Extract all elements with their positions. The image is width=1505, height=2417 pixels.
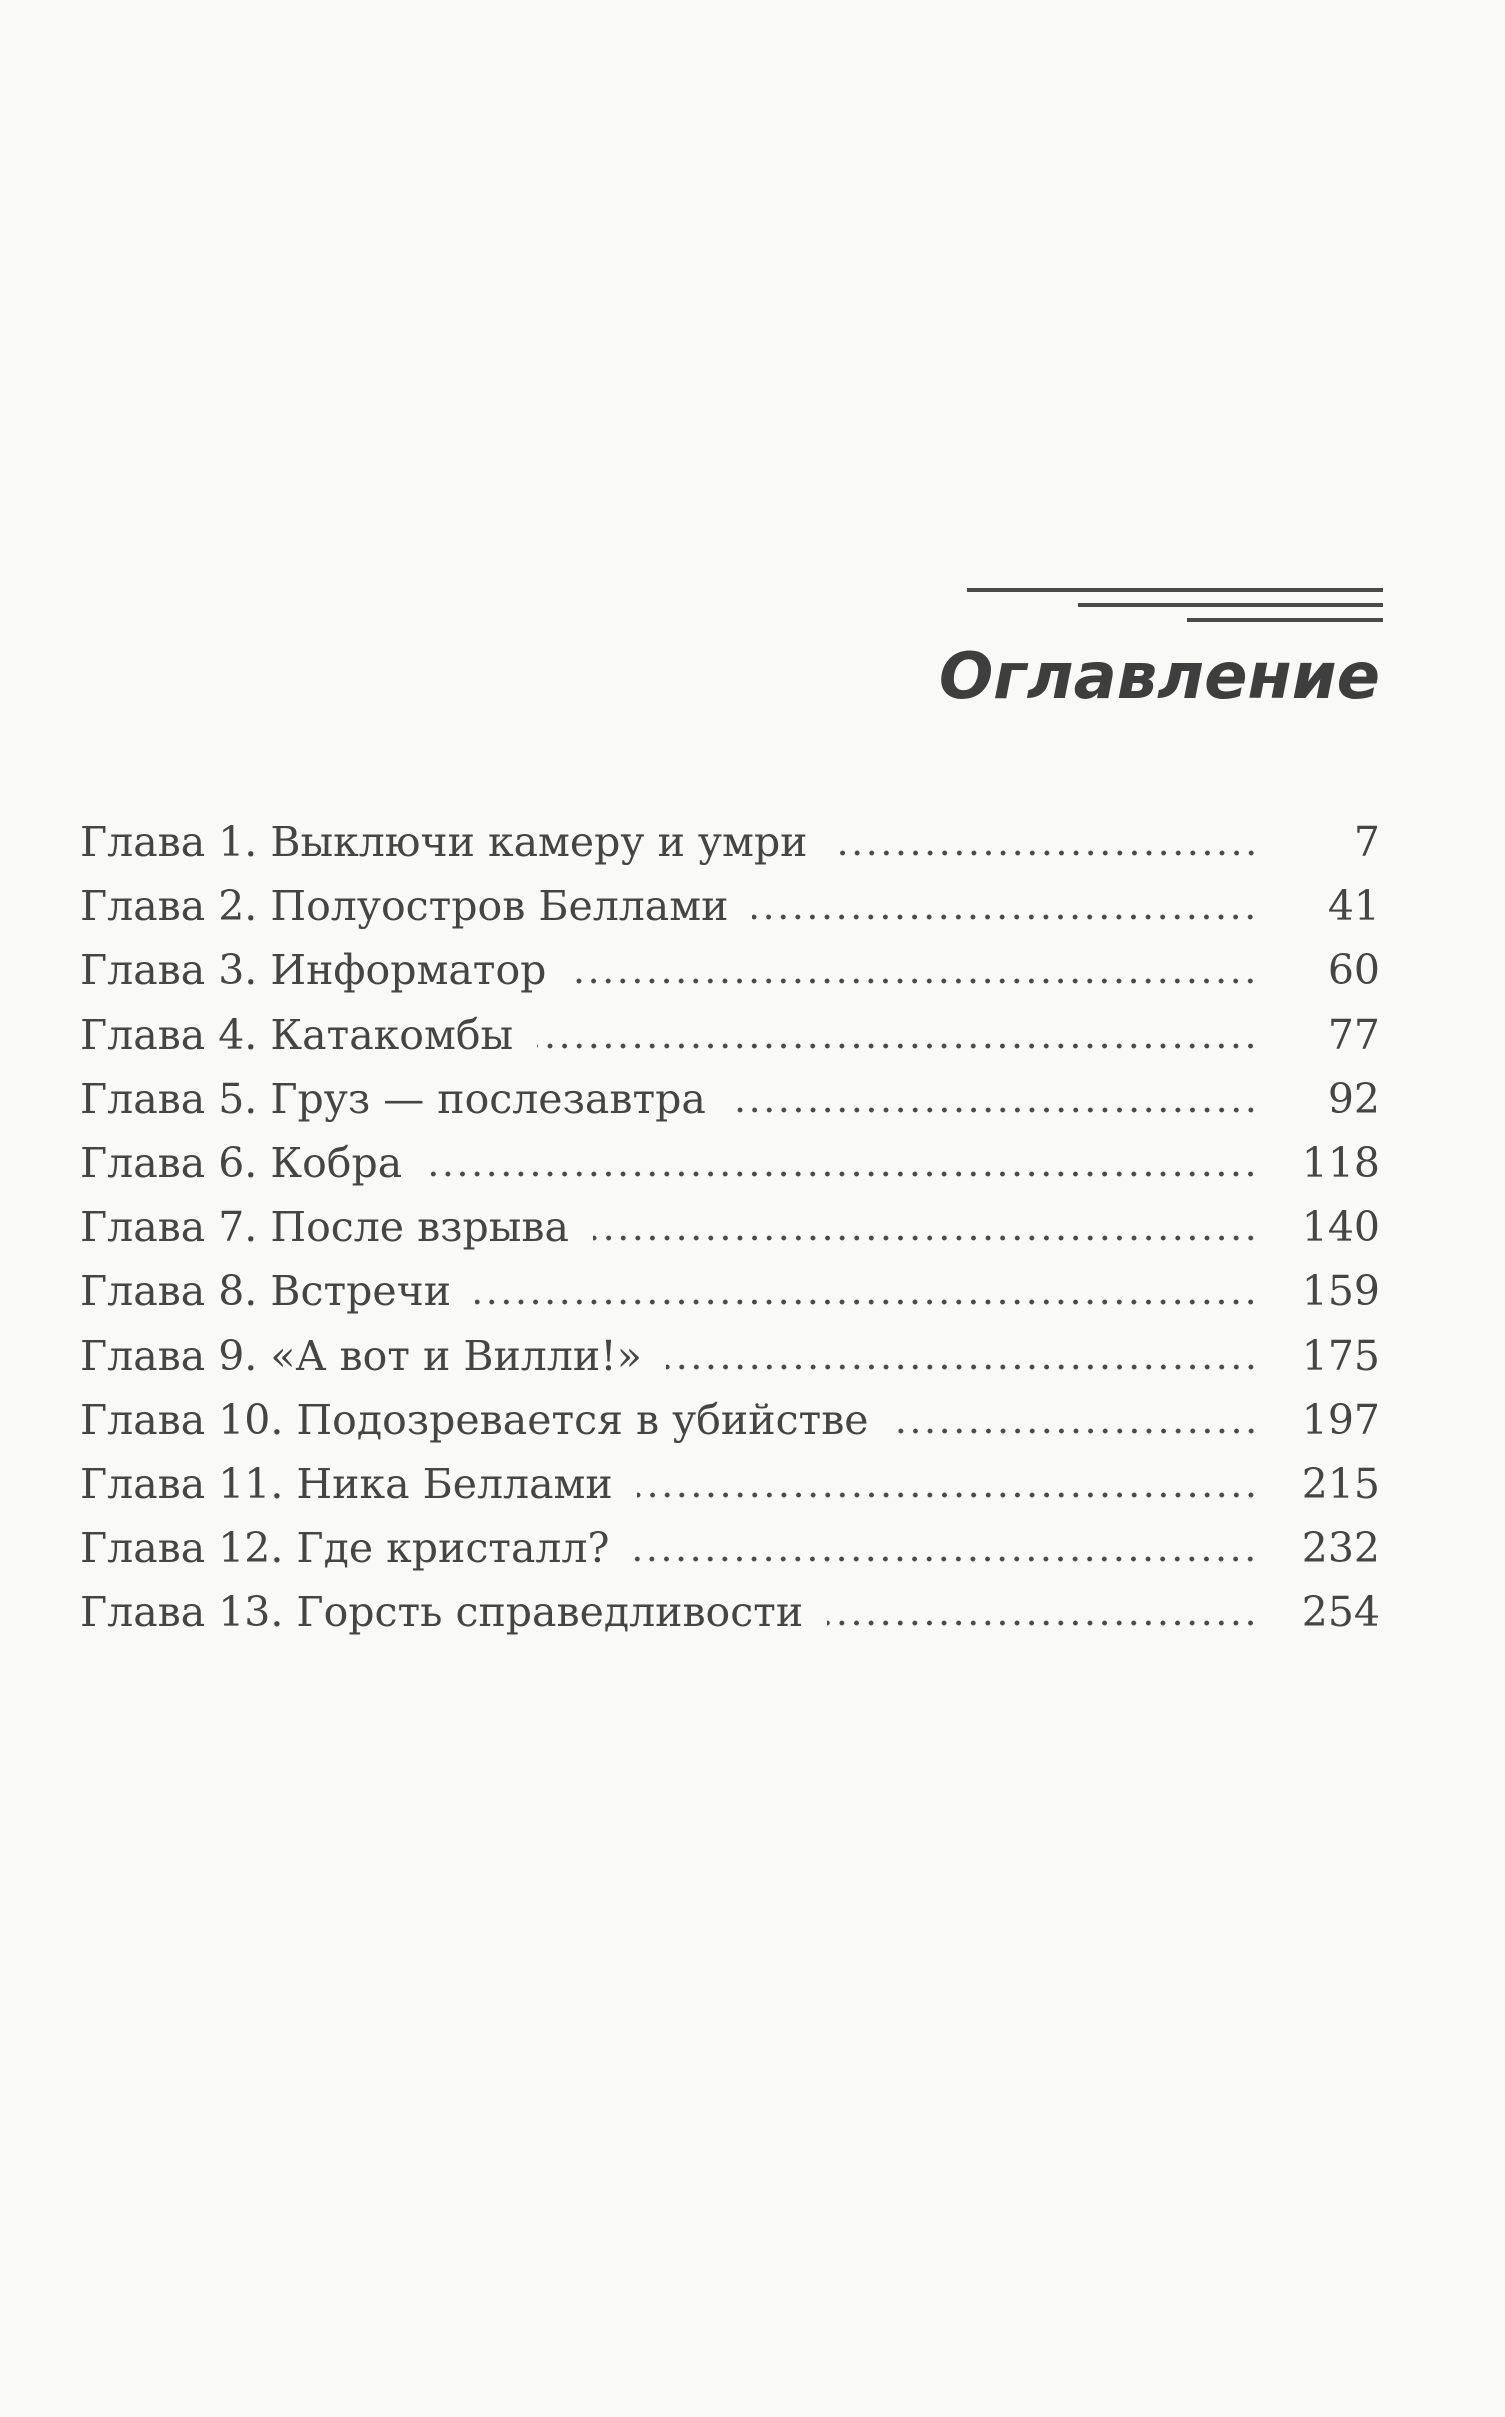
dot-leader [827, 1620, 1258, 1626]
table-of-contents [80, 818, 1380, 1652]
dot-leader [593, 1235, 1258, 1241]
toc-entry [80, 882, 1380, 946]
toc-entry [80, 1332, 1380, 1396]
page-number: 232 [1301, 1524, 1380, 1573]
chapter-title: Глава 13. Горсть справедливости [80, 1588, 804, 1637]
toc-entry [80, 1524, 1380, 1588]
page-number: 159 [1301, 1267, 1380, 1316]
toc-entry [80, 818, 1380, 882]
decorative-rule [967, 588, 1383, 592]
dot-leader [832, 850, 1258, 856]
page-number: 197 [1301, 1395, 1380, 1444]
page-number: 60 [1327, 946, 1380, 995]
toc-entry [80, 1139, 1380, 1203]
chapter-title: Глава 10. Подозревается в убийстве [80, 1395, 869, 1444]
dot-leader [426, 1171, 1258, 1177]
page-number: 92 [1327, 1074, 1380, 1123]
toc-entry [80, 1460, 1380, 1524]
chapter-title: Глава 3. Информатор [80, 946, 547, 995]
chapter-title: Глава 7. После взрыва [80, 1203, 569, 1252]
chapter-title: Глава 12. Где кристалл? [80, 1524, 610, 1573]
page-number: 7 [1353, 818, 1380, 866]
chapter-title: Глава 1. Выключи камеру и умри [80, 818, 808, 866]
dot-leader [730, 1107, 1258, 1113]
toc-entry [80, 1075, 1380, 1139]
dot-leader [752, 914, 1258, 920]
toc-entry [80, 946, 1380, 1010]
chapter-title: Глава 4. Катакомбы [80, 1010, 514, 1059]
chapter-title: Глава 2. Полуостров Беллами [80, 882, 729, 931]
toc-entry [80, 1588, 1380, 1652]
toc-entry [80, 1011, 1380, 1075]
chapter-title: Глава 9. «А вот и Вилли!» [80, 1331, 642, 1380]
chapter-title: Глава 11. Ника Беллами [80, 1459, 613, 1508]
dot-leader [537, 1043, 1258, 1049]
dot-leader [570, 978, 1258, 984]
toc-entry [80, 1396, 1380, 1460]
decorative-rule [1187, 618, 1383, 622]
page-number: 254 [1301, 1588, 1380, 1637]
page-number: 118 [1301, 1138, 1380, 1187]
dot-leader [637, 1492, 1258, 1498]
decorative-rule [1078, 603, 1383, 607]
toc-entry [80, 1203, 1380, 1267]
page-title: Оглавление [938, 640, 1380, 714]
dot-leader [666, 1364, 1258, 1370]
page-number: 77 [1327, 1010, 1380, 1059]
chapter-title: Глава 8. Встречи [80, 1267, 452, 1316]
page-number: 175 [1301, 1331, 1380, 1380]
dot-leader [475, 1299, 1258, 1305]
toc-entry [80, 1267, 1380, 1331]
page-number: 140 [1301, 1203, 1380, 1252]
dot-leader [893, 1428, 1258, 1434]
chapter-title: Глава 5. Груз — послезавтра [80, 1074, 706, 1123]
chapter-title: Глава 6. Кобра [80, 1138, 403, 1187]
page-number: 41 [1327, 882, 1380, 931]
dot-leader [633, 1556, 1258, 1562]
page-number: 215 [1301, 1459, 1380, 1508]
